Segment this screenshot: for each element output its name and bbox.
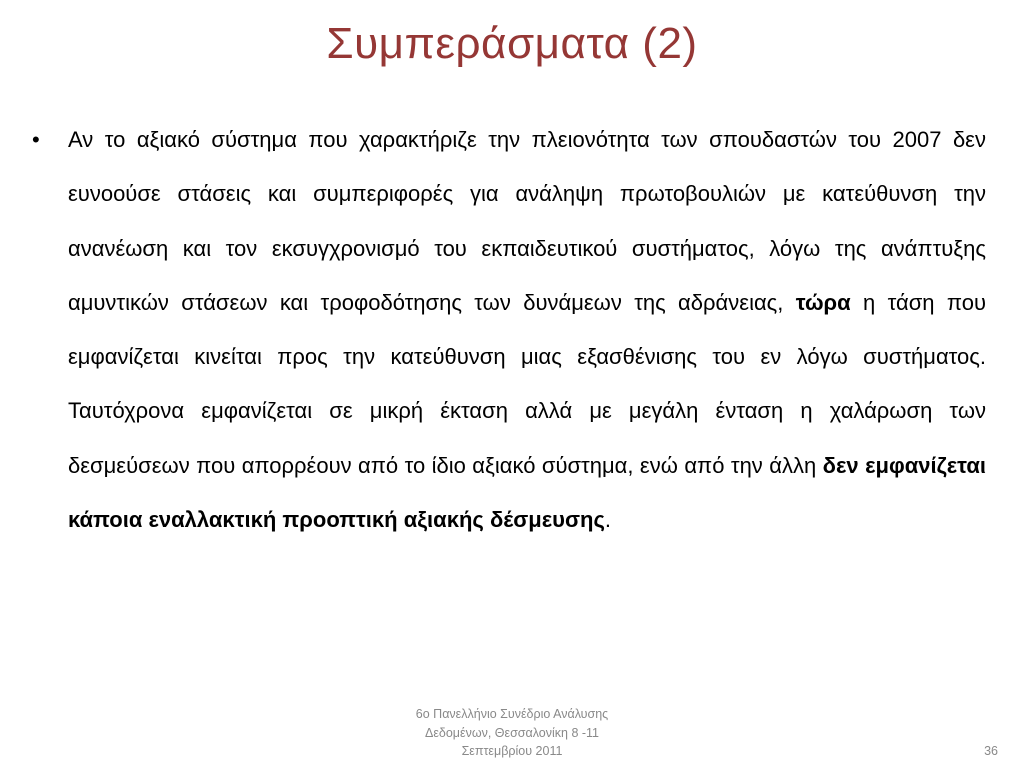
bullet-item <box>30 113 986 547</box>
bullet-icon: • <box>32 127 40 152</box>
bullet-text-part1: Αν το αξιακό σύστημα που χαρακτήριζε την πλειονότητα των σπουδαστών του 2007 δεν ευνοούσε στάσεις και συμπεριφορές για ανάληψη πρωτοβουλιών με κατεύθυνση την ανανέωση και τον εκσυγχρονισμό του εκπαιδευτικού συστήματος, λόγω της ανάπτυξης αμυντικών στάσεων και τροφοδότησης των δυνάμεων της αδράνειας, <box>68 127 986 315</box>
slide-content <box>30 113 986 547</box>
bullet-bold-now: τώρα <box>795 289 851 315</box>
slide-title: Συμπεράσματα (2) <box>326 19 698 68</box>
bullet-bold-conclusion: δεν εμφανίζεται κάποια εναλλακτική προοπτική αξιακής δέσμευσης <box>68 452 986 533</box>
bullet-text-end: . <box>604 507 612 533</box>
bullet-text <box>68 113 986 547</box>
page-number: 36 <box>984 744 998 758</box>
footer-conference-note <box>362 705 662 761</box>
bullet-text-part2: η τάση που εμφανίζεται κινείται προς την κατεύθυνση μιας εξασθένισης του εν λόγω συστήματος. Ταυτόχρονα εμφανίζεται σε μικρή έκταση αλλά με μεγάλη ένταση η χαλάρωση των δεσμεύσεων που απορρέουν από το ίδιο αξιακό σύστημα, ενώ από την άλλη <box>68 289 986 478</box>
footer-line-1: 6ο Πανελλήνιο Συνέδριο Ανάλυσης <box>415 707 609 721</box>
footer-line-3: Σεπτεμβρίου 2011 <box>461 744 563 758</box>
footer-line-2: Δεδομένων, Θεσσαλονίκη 8 -11 <box>424 725 600 740</box>
